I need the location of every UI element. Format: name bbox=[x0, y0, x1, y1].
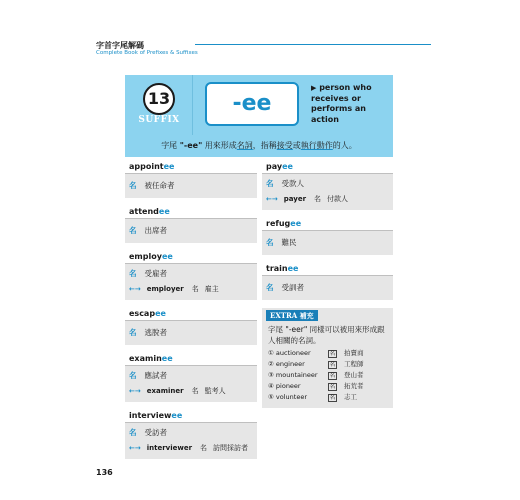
extra-pos: 名 bbox=[329, 350, 336, 357]
related-word-row bbox=[262, 193, 393, 205]
desc-mid1: 用來形成 bbox=[202, 141, 237, 150]
unit-number: 13 bbox=[143, 83, 175, 115]
word-root: escap bbox=[129, 309, 156, 318]
extra-description: 字尾 "-eer" 同樣可以被用來形成跟人相關的名詞。 bbox=[268, 325, 385, 345]
desc-suffix: "-ee" bbox=[179, 141, 203, 150]
desc-noun: 名詞 bbox=[236, 141, 253, 150]
word-heading bbox=[262, 262, 393, 276]
word-root: train bbox=[266, 264, 288, 273]
word-heading bbox=[125, 250, 257, 264]
related-word-row bbox=[125, 283, 257, 295]
related-word: employer bbox=[146, 285, 184, 293]
definition-row bbox=[125, 180, 257, 191]
part-of-speech: 名 bbox=[129, 371, 137, 380]
related-meaning: 監考人 bbox=[204, 387, 226, 395]
meaning-line-3: performs an bbox=[311, 104, 366, 113]
word-heading bbox=[125, 352, 257, 366]
book-subtitle: Complete Book of Prefixes & Suffixes bbox=[96, 50, 198, 56]
word-meaning: 難民 bbox=[281, 238, 297, 247]
list-item bbox=[268, 381, 392, 392]
word-root: examin bbox=[129, 354, 162, 363]
extra-tag: EXTRA 補充 bbox=[266, 310, 318, 321]
part-of-speech: 名 bbox=[129, 428, 137, 437]
part-of-speech: 名 bbox=[129, 269, 137, 278]
related-pos: 名 bbox=[191, 387, 199, 395]
related-pos: 名 bbox=[314, 195, 322, 203]
word-meaning: 受訪者 bbox=[144, 428, 167, 437]
related-word: interviewer bbox=[146, 444, 193, 452]
definition-row bbox=[262, 178, 393, 189]
part-of-speech: 名 bbox=[266, 238, 274, 247]
suffix-description bbox=[125, 135, 393, 157]
extra-word: ③ mountaineer bbox=[268, 371, 318, 379]
related-word: payer bbox=[283, 195, 307, 203]
word-meaning: 被任命者 bbox=[144, 181, 175, 190]
word-card-examinee bbox=[125, 352, 257, 402]
part-of-speech: 名 bbox=[266, 179, 274, 188]
extra-pos: 名 bbox=[329, 383, 336, 390]
word-suffix: ee bbox=[171, 411, 183, 420]
word-card-appointee bbox=[125, 160, 257, 198]
related-word-row bbox=[125, 385, 257, 397]
suffix-display: -ee bbox=[205, 82, 299, 126]
word-meaning: 受款人 bbox=[281, 179, 304, 188]
word-card-attendee bbox=[125, 205, 257, 243]
word-card-trainee bbox=[262, 262, 393, 300]
extra-word: ④ pioneer bbox=[268, 382, 301, 390]
word-card-payee bbox=[262, 160, 393, 210]
extra-word: ② engineer bbox=[268, 360, 305, 368]
extra-pos: 名 bbox=[329, 394, 336, 401]
extra-meaning: 拍賣商 bbox=[344, 349, 364, 357]
word-heading bbox=[262, 217, 393, 231]
word-suffix: ee bbox=[163, 162, 175, 171]
definition-row bbox=[262, 237, 393, 248]
related-word-row bbox=[125, 442, 257, 454]
suffix-label: SUFFIX bbox=[138, 115, 180, 125]
word-card-employee bbox=[125, 250, 257, 300]
meaning-line-2: receives or bbox=[311, 93, 361, 103]
desc-receive: 接受 bbox=[276, 141, 293, 150]
desc-pre: 字尾 bbox=[161, 141, 180, 150]
word-root: attend bbox=[129, 207, 159, 216]
triangle-right-icon: ▶ bbox=[311, 84, 317, 92]
definition-row bbox=[125, 225, 257, 236]
header-rule bbox=[195, 44, 431, 45]
word-root: pay bbox=[266, 162, 283, 171]
suffix-banner bbox=[125, 75, 393, 157]
related-pos: 名 bbox=[200, 444, 208, 452]
list-item bbox=[268, 359, 392, 370]
desc-perform: 執行動作 bbox=[300, 141, 333, 150]
word-suffix: ee bbox=[161, 354, 173, 363]
related-meaning: 雇主 bbox=[204, 285, 219, 293]
extra-meaning: 工程師 bbox=[344, 360, 364, 368]
related-meaning: 訪問採訪者 bbox=[213, 444, 249, 452]
double-arrow-icon: ←→ bbox=[129, 285, 141, 293]
extra-list bbox=[268, 348, 392, 403]
book-title: 字首字尾解碼 bbox=[96, 41, 144, 50]
definition-row bbox=[125, 370, 257, 381]
word-suffix: ee bbox=[290, 219, 302, 228]
part-of-speech: 名 bbox=[129, 226, 137, 235]
extra-pos: 名 bbox=[329, 361, 336, 368]
definition-row bbox=[125, 268, 257, 279]
list-item bbox=[268, 348, 392, 359]
word-meaning: 受訓者 bbox=[281, 283, 304, 292]
extra-meaning: 志工 bbox=[344, 393, 357, 401]
word-suffix: ee bbox=[155, 309, 166, 318]
word-root: appoint bbox=[129, 162, 164, 171]
extra-meaning: 登山者 bbox=[344, 371, 364, 379]
word-root: employ bbox=[129, 252, 162, 261]
definition-row bbox=[262, 282, 393, 293]
list-item bbox=[268, 392, 392, 403]
double-arrow-icon: ←→ bbox=[129, 387, 141, 395]
suffix-meaning bbox=[311, 83, 391, 125]
word-heading bbox=[125, 307, 257, 321]
list-item bbox=[268, 370, 392, 381]
double-arrow-icon: ←→ bbox=[129, 444, 141, 452]
related-word: examiner bbox=[146, 387, 184, 395]
part-of-speech: 名 bbox=[266, 283, 274, 292]
word-meaning: 逃脫者 bbox=[144, 328, 167, 337]
extra-word: ⑤ volunteer bbox=[268, 393, 307, 401]
desc-or: 或 bbox=[292, 141, 301, 150]
meaning-line-4: action bbox=[311, 114, 339, 124]
extra-word: ① auctioneer bbox=[268, 349, 311, 357]
word-suffix: ee bbox=[161, 252, 173, 261]
definition-row bbox=[125, 427, 257, 438]
desc-post: 的人。 bbox=[332, 141, 357, 150]
page-number: 136 bbox=[96, 468, 113, 477]
part-of-speech: 名 bbox=[129, 181, 137, 190]
word-card-interviewee bbox=[125, 409, 257, 459]
extra-meaning: 拓荒者 bbox=[344, 382, 364, 390]
word-card-escapee bbox=[125, 307, 257, 345]
word-heading bbox=[125, 409, 257, 423]
part-of-speech: 名 bbox=[129, 328, 137, 337]
extra-pos: 名 bbox=[329, 372, 336, 379]
word-meaning: 受雇者 bbox=[144, 269, 167, 278]
word-root: refug bbox=[266, 219, 291, 228]
desc-mid2: ，指稱 bbox=[252, 141, 277, 150]
double-arrow-icon: ←→ bbox=[266, 195, 278, 203]
word-meaning: 應試者 bbox=[144, 371, 167, 380]
meaning-line-1: person who bbox=[319, 83, 372, 92]
word-suffix: ee bbox=[282, 162, 293, 171]
suffix-badge bbox=[125, 75, 193, 135]
word-card-refugee bbox=[262, 217, 393, 255]
word-heading bbox=[125, 205, 257, 219]
word-heading bbox=[262, 160, 393, 174]
word-meaning: 出席者 bbox=[144, 226, 167, 235]
word-root: interview bbox=[129, 411, 172, 420]
word-suffix: ee bbox=[158, 207, 170, 216]
related-pos: 名 bbox=[191, 285, 199, 293]
word-heading bbox=[125, 160, 257, 174]
word-suffix: ee bbox=[287, 264, 299, 273]
related-meaning: 付款人 bbox=[327, 195, 349, 203]
extra-box bbox=[262, 308, 393, 408]
definition-row bbox=[125, 327, 257, 338]
